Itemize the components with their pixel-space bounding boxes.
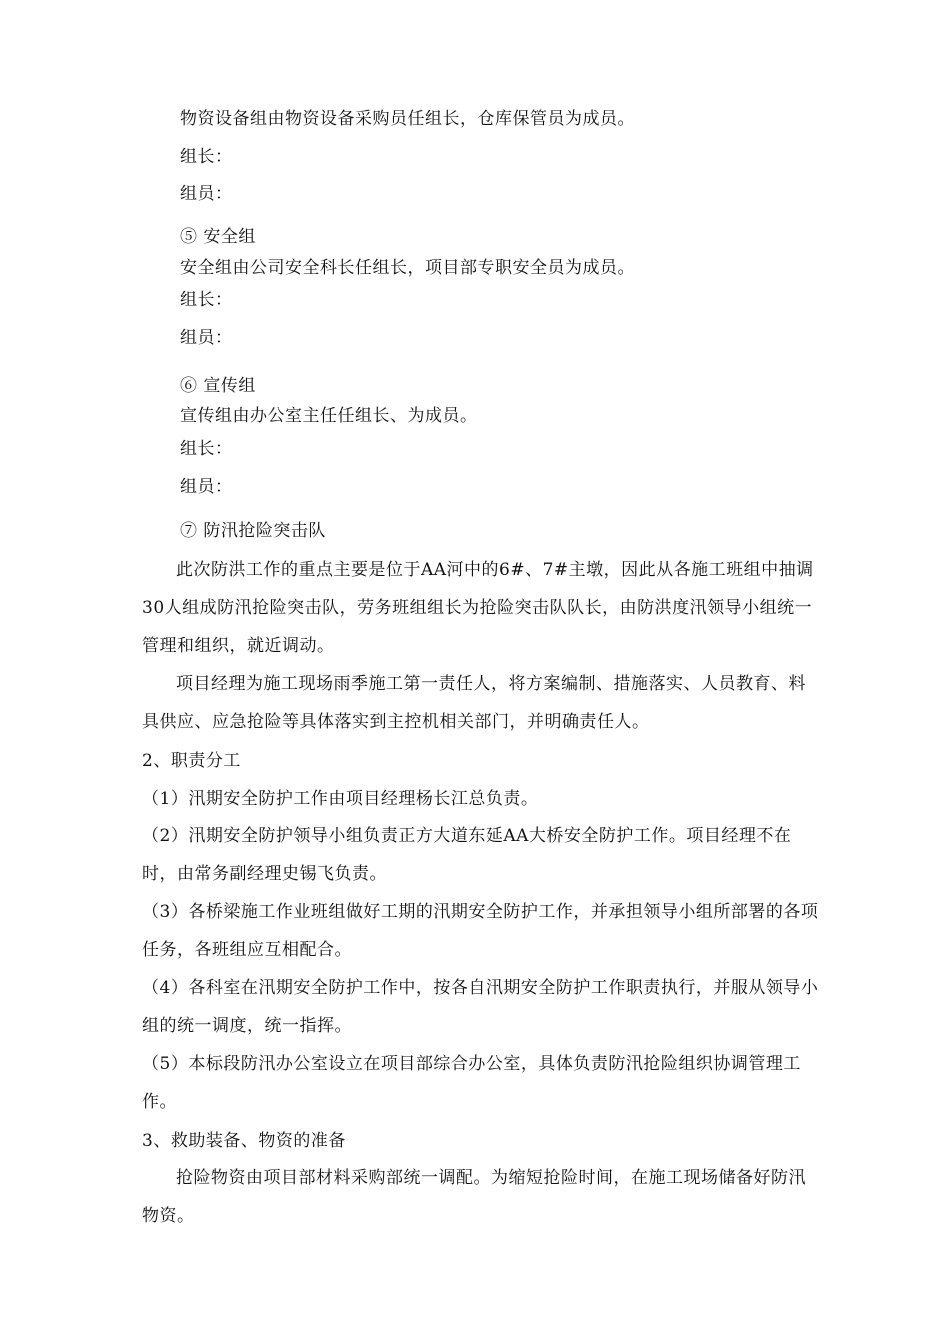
duty-item-2: （2）汛期安全防护领导小组负责正方大道东延AA大桥安全防护工作。项目经理不在时，由常务副经理史锡飞负责。 — [142, 826, 792, 884]
section-3-heading: 3、救助装备、物资的准备 — [142, 1131, 346, 1151]
publicity-group-leader-label: 组长： — [180, 439, 233, 459]
safety-group-description: 安全组由公司安全科长任组长，项目部专职安全员为成员。 — [180, 258, 635, 278]
flood-team-heading: ⑦ 防汛抢险突击队 — [180, 521, 326, 541]
publicity-group-description: 宣传组由办公室主任任组长、为成员。 — [180, 406, 478, 426]
safety-group-heading: ⑤ 安全组 — [180, 227, 256, 247]
flood-team-paragraph-1: 此次防洪工作的重点主要是位于AA河中的6#、7#主墩，因此从各施工班组中抽调30人组成防汛抢险突击队，劳务班组组长为抢险突击队队长，由防洪度汛领导小组统一管理和组织，就近调动。 — [142, 560, 814, 656]
duty-item-1: （1）汛期安全防护工作由项目经理杨长江总负责。 — [142, 789, 539, 809]
safety-group-leader-label: 组长： — [180, 290, 233, 310]
section-3-paragraph: 抢险物资由项目部材料采购部统一调配。为缩短抢险时间，在施工现场储备好防汛物资。 — [142, 1168, 806, 1226]
duty-item-5: （5）本标段防汛办公室设立在项目部综合办公室，具体负责防汛抢险组织协调管理工作。 — [142, 1054, 801, 1112]
section-2-heading: 2、职责分工 — [142, 751, 241, 771]
duty-item-3: （3）各桥梁施工作业班组做好工期的汛期安全防护工作，并承担领导小组所部署的各项任务，各班组应互相配合。 — [142, 902, 819, 960]
safety-group-members-label: 组员： — [180, 328, 233, 348]
duty-item-4: （4）各科室在汛期安全防护工作中，按各自汛期安全防护工作职责执行，并服从领导小组的统一调度，统一指挥。 — [142, 978, 819, 1036]
material-group-members-label: 组员： — [180, 184, 233, 204]
material-group-leader-label: 组长： — [180, 147, 233, 167]
publicity-group-members-label: 组员： — [180, 477, 233, 497]
flood-team-paragraph-2: 项目经理为施工现场雨季施工第一责任人，将方案编制、措施落实、人员教育、料具供应、应急抢险等具体落实到主控机相关部门，并明确责任人。 — [142, 674, 806, 732]
material-group-description: 物资设备组由物资设备采购员任组长，仓库保管员为成员。 — [180, 109, 635, 129]
publicity-group-heading: ⑥ 宣传组 — [180, 376, 256, 396]
